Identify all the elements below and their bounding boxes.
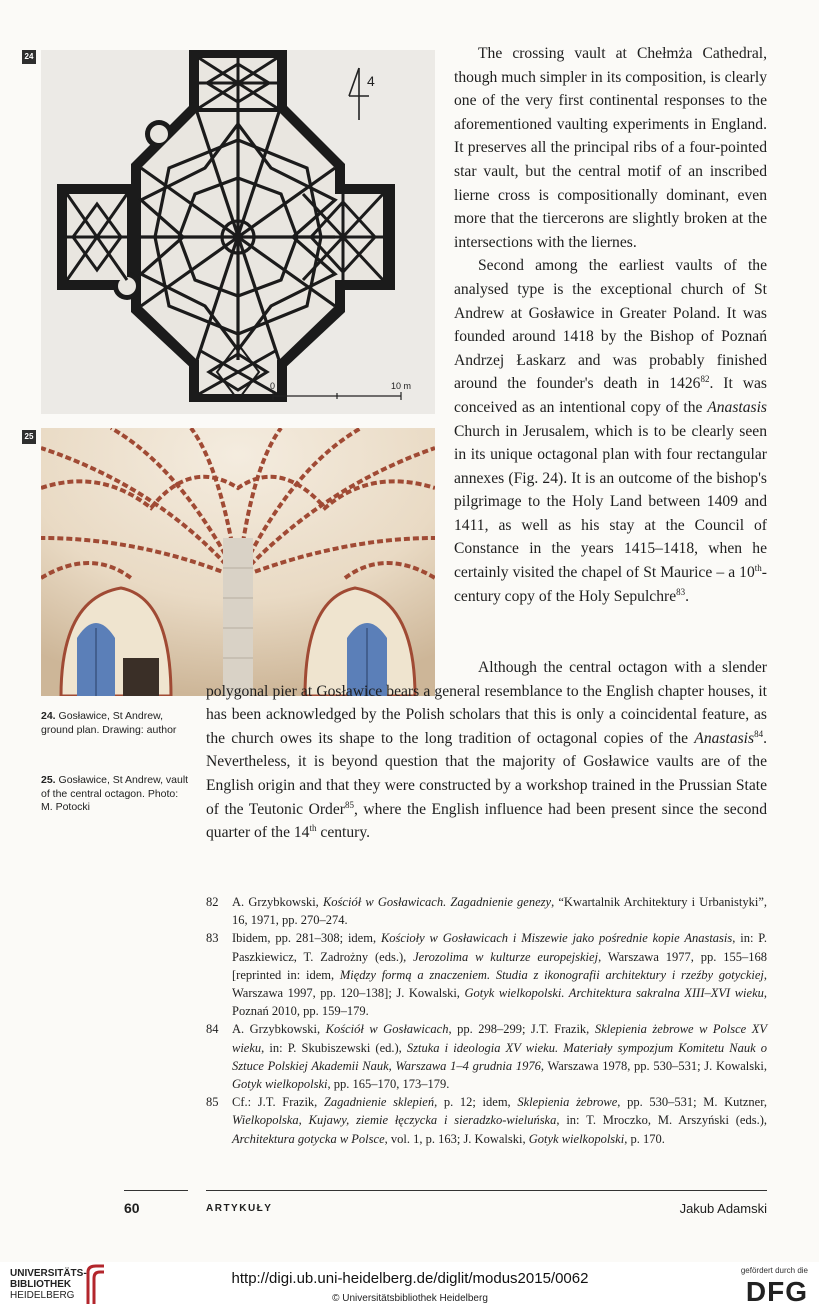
footnote-85: 85 Cf.: J.T. Frazik, Zagadnienie sklepień, p. 12; idem, Sklepienia żebrowe, pp. 530–531; M. Kutzner, Wielkopolska, Kujawy, ziemie łęczycka i sieradzko-wieluńska, in: T. Mroczko, M. Arszyński (eds.), Architektura gotycka w Polsce, vol. 1, p. 163; J. Kowalski, Gotyk wielkopolski, p. 170. — [206, 1095, 768, 1146]
section-label: ARTYKUŁY — [206, 1203, 273, 1214]
caption-figure-25 — [41, 774, 191, 815]
footnote-83: 83 Ibidem, pp. 281–308; idem, Kościoły w Gosławicach i Miszewie jako pośrednie kopie Anastasis, in: P. Paszkiewicz, T. Zadrożny (eds.), Jerozolima w kulturze europejskiej, Warszawa 1977, pp. 155–168 [reprinted in: idem, Między formą a znaczeniem. Studia z ikonografii architektury i rzeźby gotyckiej, Warszawa 1997, pp. 120–138]; J. Kowalski, Gotyk wielkopolski. Architektura sakralna XIII–XVI wieku, Poznań 2010, pp. 159–179. — [206, 931, 767, 1019]
figure-number-24: 24 — [22, 50, 36, 64]
paragraph-1: The crossing vault at Chełmża Cathedral, though much simpler in its composition, is clearly one of the very first continental responses to the aforementioned vaulting experiments in England. It preserves all the principal ribs of a four-pointed star vault, but the central motif of an inscribed lierne cross is compositionally dominant, even more that the tiercerons are slightly broken at the intersections with the liernes. — [454, 45, 767, 251]
plan-label: 4 — [367, 73, 375, 89]
source-url[interactable]: http://digi.ub.uni-heidelberg.de/diglit/modus2015/0062 — [231, 1270, 589, 1287]
body-column-right — [454, 42, 767, 608]
library-logo-icon — [84, 1264, 106, 1306]
caption-number: 24. — [41, 710, 56, 722]
author-name: Jakub Adamski — [679, 1201, 767, 1216]
funded-by: gefördert durch die — [740, 1266, 808, 1275]
footer-rule-left — [124, 1190, 188, 1191]
north-arrow-icon — [349, 68, 369, 120]
footnote-ref-83[interactable]: 83 — [676, 586, 686, 597]
library-name: UNIVERSITÄTS- BIBLIOTHEK HEIDELBERG — [10, 1268, 87, 1301]
footnote-82: 82 A. Grzybkowski, Kościół w Gosławicach. Zagadnienie genezy, “Kwartalnik Architektury i Urbanistyki”, 16, 1971, pp. 270–274. — [206, 895, 767, 928]
footnote-ref-82[interactable]: 82 — [700, 374, 710, 385]
caption-figure-24 — [41, 710, 191, 737]
page-number: 60 — [124, 1200, 140, 1216]
scale-end: 10 m — [391, 381, 412, 391]
scale-zero: 0 — [270, 381, 276, 391]
footnotes — [206, 893, 767, 1148]
figure-number-25: 25 — [22, 430, 36, 444]
caption-number: 25. — [41, 774, 56, 786]
caption-text: Gosławice, St Andrew, ground plan. Drawing: author — [41, 710, 177, 736]
dfg-logo: DFG — [745, 1276, 808, 1307]
footnote-84: 84 A. Grzybkowski, Kościół w Gosławicach, pp. 298–299; J.T. Frazik, Sklepienia żebrowe w Polsce XV wieku, in: P. Skubiszewski (ed.), Sztuka i ideologia XV wieku. Materiały sympozjum Komitetu Nauk o Sztuce Polskiej Akademii Nauk, Warszawa 1–4 grudnia 1976, Warszawa 1978, pp. 530–531; J. Kowalski, Gotyk wielkopolski, pp. 165–170, 173–179. — [206, 1022, 767, 1092]
footnote-ref-84[interactable]: 84 — [754, 728, 764, 739]
scale-bar — [273, 392, 401, 400]
copyright-notice: © Universitätsbibliothek Heidelberg — [332, 1293, 488, 1304]
footer-rule-right — [206, 1190, 767, 1191]
paragraph-2: Second among the earliest vaults of the analysed type is the exceptional church of St Andrew at Gosławice in Greater Poland. It was founded around 1418 by the Bishop of Poznań Andrzej Łaskarz and was probably finished around the founder's death in 1426$^{82}$. It was conceived as an intentional copy of the Anastasis Church in Jerusalem, which is to be clearly seen in its unique octagonal plan with four rectangular annexes (Fig. 24). It is an outcome of the bishop's pilgrimage to the Holy Land between 1409 and 1411, as well as his stay at the Council of Constance in the years 1415–1418, when he certainly visited the chapel of St Maurice – a 10th-century copy of the Holy Sepulchre$^{83}$. — [454, 257, 767, 605]
paragraph-3: Although the central octagon with a slender polygonal pier at Gosławice bears a general resemblance to the English chapter houses, it has been acknowledged by the Polish scholars that this is only a coincidental feature, as the church owes its shape to the long tradition of octagonal copies of the Anastasis$^{84}$. Nevertheless, it is beyond question that the majority of Gosławice vaults are of the English origin and that they were constructed by a workshop trained in the Prussian State of the Teutonic Order$^{85}$, where the English influence had been present since the second quarter of the 14th century. — [206, 659, 768, 842]
ground-plan-drawing — [41, 50, 435, 414]
footnote-ref-85[interactable]: 85 — [344, 799, 354, 810]
caption-text: Gosławice, St Andrew, vault of the central octagon. Photo: M. Potocki — [41, 774, 189, 813]
figure-ground-plan — [41, 50, 435, 414]
